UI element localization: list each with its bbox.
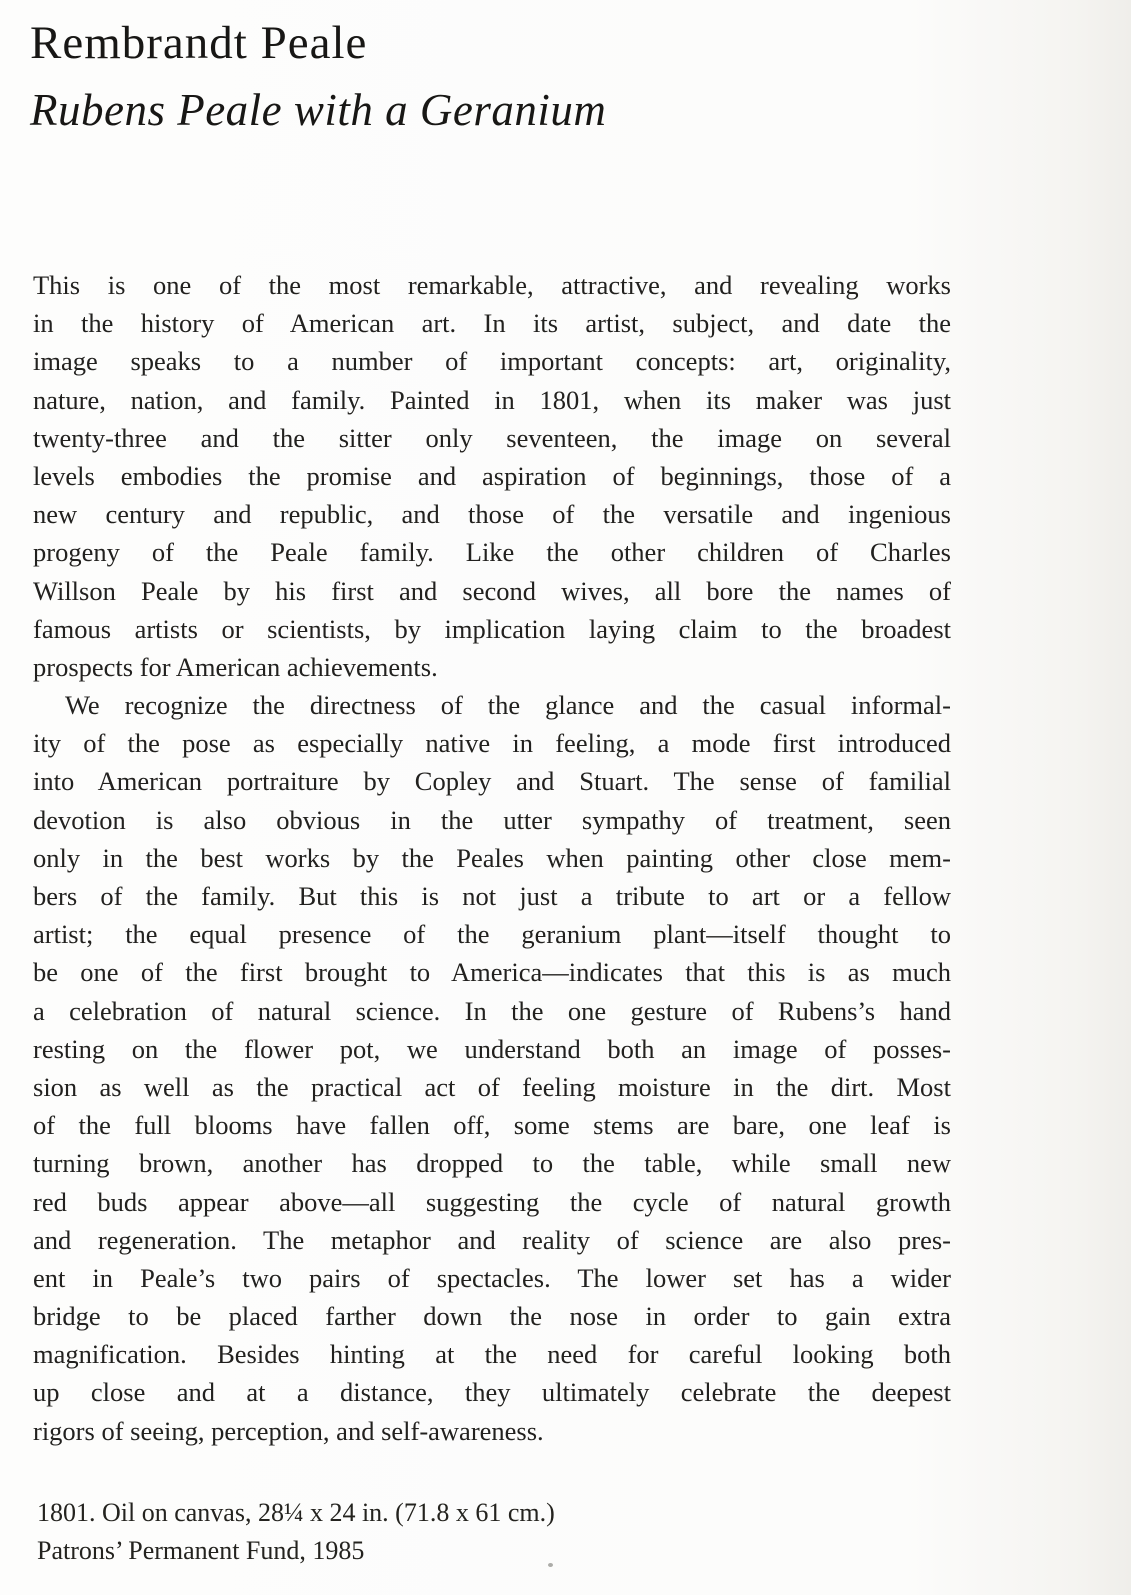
text-line: twenty-three and the sitter only seventeen, the image on several: [33, 422, 951, 453]
text-line: progeny of the Peale family. Like the other children of Charles: [33, 537, 951, 568]
text-line: bers of the family. But this is not just a tribute to art or a fellow: [33, 881, 951, 911]
text-line: famous artists or scientists, by implication laying claim to the broadest: [33, 613, 951, 644]
scan-speck: [548, 1563, 553, 1567]
text-line: rigors of seeing, perception, and self-awareness.: [33, 1415, 544, 1446]
text-line: resting on the flower pot, we understand both an image of posses-: [33, 1033, 951, 1064]
text-line: be one of the first brought to America—indicates that this is as much: [33, 957, 951, 988]
text-line: levels embodies the promise and aspiration of beginnings, those of a: [33, 460, 951, 491]
artwork-title-heading: Rubens Peale with a Geranium: [30, 85, 607, 135]
text-line: devotion is also obvious in the utter sympathy of treatment, seen: [33, 804, 951, 835]
text-line: artist; the equal presence of the geranium plant—itself thought to: [33, 919, 951, 950]
text-line: only in the best works by the Peales when painting other close mem-: [33, 842, 951, 873]
text-line: bridge to be placed farther down the nose in order to gain extra: [33, 1301, 951, 1332]
text-line: turning brown, another has dropped to the table, while small new: [33, 1148, 951, 1179]
caption-credit-line: Patrons’ Permanent Fund, 1985: [37, 1536, 365, 1565]
text-line: magnification. Besides hinting at the need for careful looking both: [33, 1339, 951, 1370]
text-line: ity of the pose as especially native in feeling, a mode first introduced: [33, 728, 951, 759]
text-line: prospects for American achievements.: [33, 651, 438, 682]
text-line: and regeneration. The metaphor and reality of science are also pres-: [33, 1224, 951, 1255]
text-line: image speaks to a number of important concepts: art, originality,: [33, 346, 951, 377]
text-line: ent in Peale’s two pairs of spectacles. The lower set has a wider: [33, 1262, 951, 1293]
text-line: up close and at a distance, they ultimately celebrate the deepest: [33, 1377, 951, 1408]
text-line: into American portraiture by Copley and Stuart. The sense of familial: [33, 766, 951, 797]
text-line: of the full blooms have fallen off, some stems are bare, one leaf is: [33, 1110, 951, 1141]
artwork-caption: [37, 1494, 555, 1570]
text-line: new century and republic, and those of the versatile and ingenious: [33, 499, 951, 530]
text-line: red buds appear above—all suggesting the cycle of natural growth: [33, 1186, 951, 1217]
artist-name-heading: Rembrandt Peale: [30, 17, 368, 69]
text-line: sion as well as the practical act of feeling moisture in the dirt. Most: [33, 1071, 951, 1102]
text-line: We recognize the directness of the glance and the casual informal-: [65, 690, 951, 721]
caption-medium-dimensions: 1801. Oil on canvas, 28¼ x 24 in. (71.8 x 61 cm.): [37, 1498, 555, 1527]
text-line: This is one of the most remarkable, attractive, and revealing works: [33, 270, 951, 300]
text-line: in the history of American art. In its artist, subject, and date the: [33, 308, 951, 339]
text-line: Willson Peale by his first and second wives, all bore the names of: [33, 575, 951, 606]
text-line: nature, nation, and family. Painted in 1801, when its maker was just: [33, 384, 951, 415]
essay-body: [33, 266, 951, 1450]
text-line: a celebration of natural science. In the one gesture of Rubens’s hand: [33, 995, 951, 1026]
